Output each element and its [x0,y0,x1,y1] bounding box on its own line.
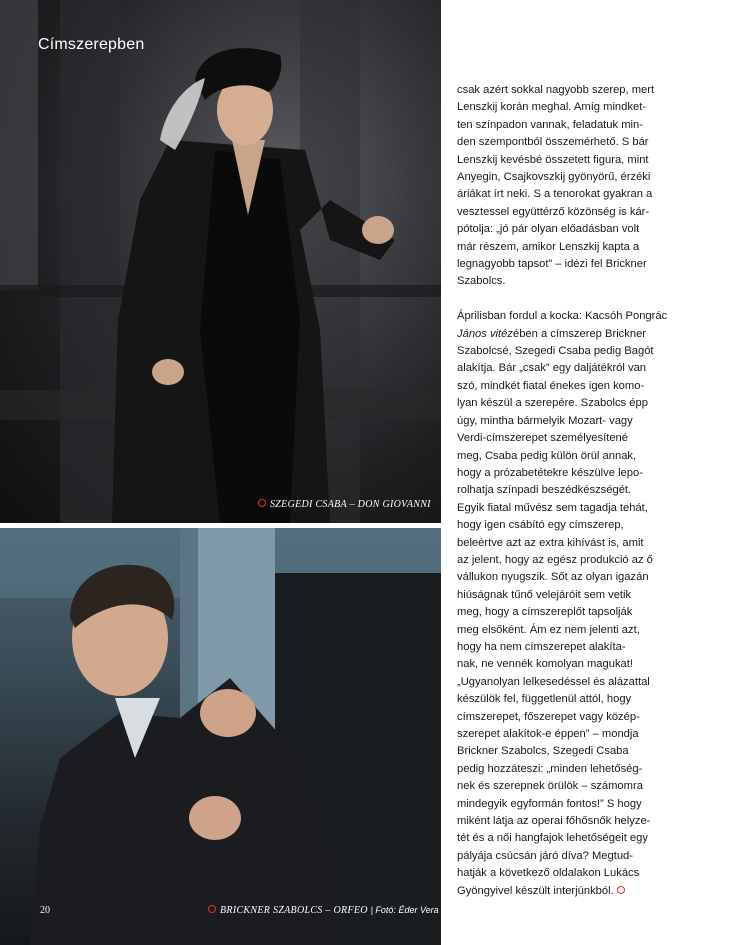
article-line [457,500,657,517]
photo-szegedi-csaba [0,0,441,523]
article-paragraph-1 [457,82,657,291]
article-line [457,552,657,569]
article-line [457,726,657,743]
article-line [457,709,657,726]
article-line-text: tét és a női hangfajok lehetőségeit egy [457,832,648,845]
article-paragraph-2 [457,308,668,900]
article-line-text: alakítja. Bár „csak” egy daljátékról van [457,362,647,375]
article-line [457,656,657,673]
article-line [457,465,657,482]
article-line-text: Brickner Szabolcs, Szegedi Csaba [457,745,629,758]
article-line [457,535,657,552]
article-line [457,674,657,691]
article-line-text: nek és szerepnek örülök – számomra [457,780,643,793]
paragraph-gap [457,291,657,308]
article-line-text: pályája csúcsán járó díva? Megtud- [457,849,633,862]
article-line-text: hatják a következő oldalakon Lukács [457,867,640,880]
article-line-text: Gyöngyivel készült interjúnkból. [457,884,614,897]
article-line [457,848,657,865]
operetta-title: János vitéz [457,327,513,340]
caption-bullet-icon [208,905,216,913]
article-line-text: meg elsőként. Ám ez nem jelenti azt, [457,623,640,636]
article-line: vesztessel együttérző közönség is kár- [457,205,650,218]
article-line-text: hiúságnak tűnő velejáróit sem vetik [457,588,632,601]
article-line: den szempontból összemérhető. S bár [457,136,649,149]
article-line: áriákat írt neki. S a tenorokat gyakran a [457,188,653,201]
article-line-text: „Ugyanolyan lelkesedéssel és alázattal [457,675,650,688]
article-line [457,830,657,847]
article-line-text: lyan készül a szerepére. Szabolcs épp [457,397,648,410]
article-line-text: rolhatja színpadi beszédkészségét. [457,484,632,497]
article-line-text: készülök fel, függetlenül attól, hogy [457,693,632,706]
article-line [457,813,657,830]
article-line [457,569,657,586]
article-line-prefix: Áprilisban fordul a kocka: Kacsóh Pongrác [457,310,668,323]
caption-bullet-icon [258,499,266,507]
article-line [457,395,657,412]
article-line [457,604,657,621]
article-line-text: meg, Csaba pedig külön örül annak, [457,449,637,462]
article-line [457,883,657,900]
article-line-suffix: ében a címszerep Brickner [512,327,647,340]
singer-illustration-top [0,0,441,523]
article-line-text: nak, ne vennék komolyan magukat! [457,658,633,671]
article-line [457,622,657,639]
article-line [457,482,657,499]
article-line-text: Szabolcsé, Szegedi Csaba pedig Bagót [457,345,654,358]
article-line: Lenszkij korán meghal. Amíg mindket- [457,101,647,114]
article-line: Lenszkij kevésbé összetett figura, mint [457,153,649,166]
article-line [457,448,657,465]
article-line [457,691,657,708]
article-line [457,587,657,604]
article-line [457,413,657,430]
article-line [457,308,668,325]
caption-bottom-text: BRICKNER SZABOLCS – ORFEO [220,905,368,916]
article-line-text: szerepet alakítok-e éppen” – mondja [457,728,639,741]
article-line-text: úgy, mintha bármelyik Mozart- vagy [457,414,633,427]
article-line [457,360,657,377]
page-number: 20 [40,905,50,916]
end-mark-icon [617,886,625,894]
article-line-text: Egyik fiatal művész sem tagadja tehát, [457,501,648,514]
article-line [457,778,657,795]
article-line-text: miként látja az operai főhősnők helyze- [457,815,651,828]
article-line [457,796,657,813]
article-line [457,743,657,760]
article-line [457,326,657,343]
section-label: Címszerepben [38,36,145,53]
photo-caption-top [258,499,431,510]
article-line [457,343,657,360]
article-line-text: mindegyik egyformán fontos!” S hogy [457,797,642,810]
article-line-text: az jelent, hogy az egész produkció az ő [457,553,653,566]
article-line-text: meg, hogy a címszereplőt tapsolják [457,606,633,619]
article-line: csak azért sokkal nagyobb szerep, mert [457,84,655,96]
article-column [457,82,668,900]
article-line: már részem, amikor Lenszkij kapta a [457,240,640,253]
article-line-text: beleértve azt az extra kihívást is, amit [457,536,644,549]
article-line: Anyegin, Csajkovszkij gyönyörű, érzéki [457,171,651,184]
article-line-text: szó, mindkét fiatal énekes igen komo- [457,379,645,392]
article-line [457,639,657,656]
article-line-text: hogy ha nem címszerepet alakíta- [457,640,626,653]
article-line: Szabolcs. [457,275,506,288]
article-line-text: Verdi-címszerepet személyesítené [457,432,628,445]
article-line: ten színpadon vannak, feladatuk min- [457,118,643,131]
article-line-text: pedig hozzáteszi: „minden lehetőség- [457,762,643,775]
article-line-text: hogy igen csábító egy címszerep, [457,519,624,532]
article-line-text: hogy a prózabetétekre készülve lepo- [457,466,643,479]
caption-top-text: SZEGEDI CSABA – DON GIOVANNI [270,499,431,510]
article-line [457,761,657,778]
article-line-text: vállukon nyugszik. Sőt az olyan igazán [457,571,649,584]
photo-brickner-szabolcs [0,528,441,945]
singer-illustration-bottom [0,528,441,945]
article-line [457,430,657,447]
article-line-text: címszerepet, főszerepet vagy közép- [457,710,640,723]
photo-caption-bottom [208,905,439,916]
article-line: legnagyobb tapsot” – idézi fel Brickner [457,258,647,271]
article-line [457,865,657,882]
article-line [457,378,657,395]
article-line [457,517,657,534]
article-line: pótolja: „jó pár olyan előadásban volt [457,223,640,236]
photo-credit: | Fotó: Éder Vera [370,905,439,915]
